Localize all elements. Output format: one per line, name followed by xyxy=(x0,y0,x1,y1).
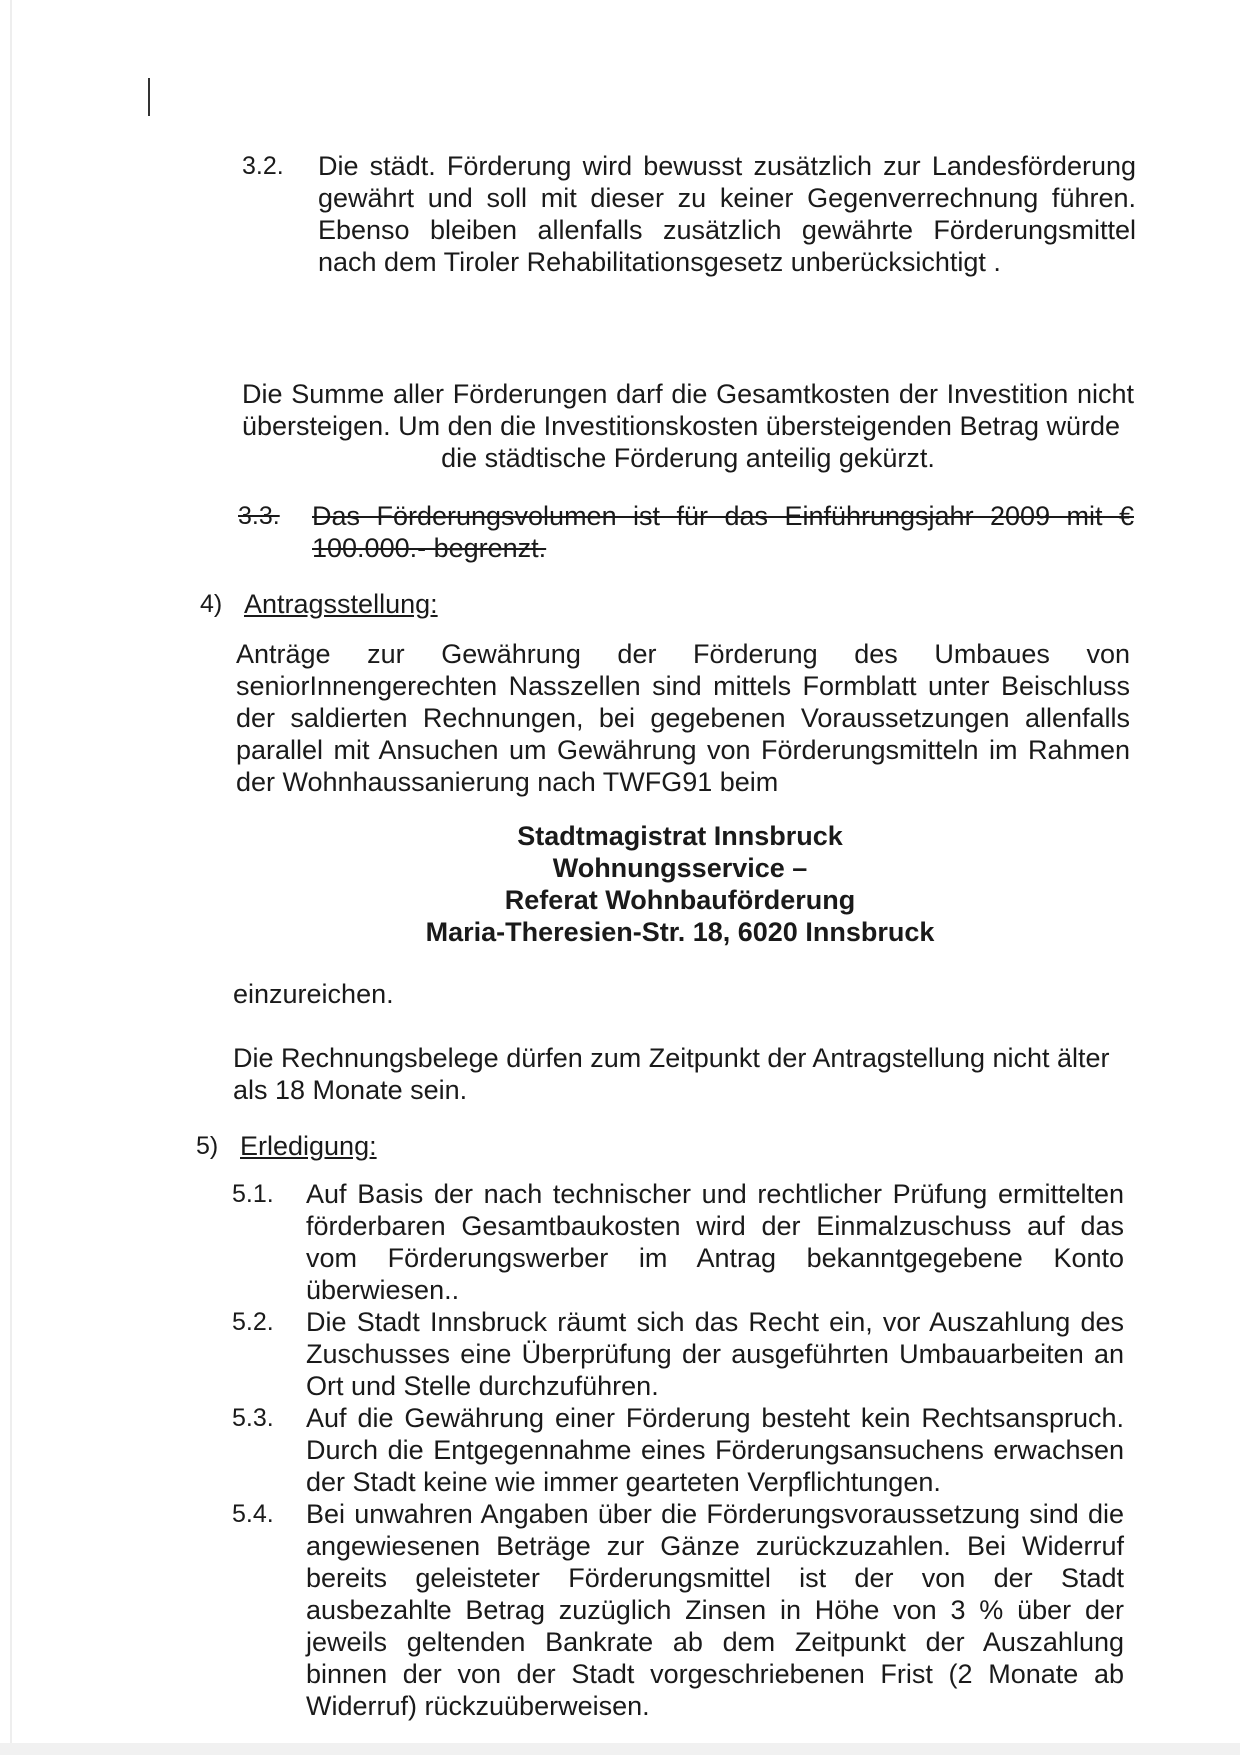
scan-mark xyxy=(148,78,150,116)
clause-3-3-text: Das Förderungsvolumen ist für das Einführungsjahr 2009 mit € 100.000.- begrenzt. xyxy=(312,501,1134,563)
section-4-heading: Antragsstellung: xyxy=(244,589,438,619)
clause-3-2-number: 3.2. xyxy=(242,152,284,180)
address-block xyxy=(380,820,980,948)
summe-paragraph: Die Summe aller Förderungen darf die Gesamtkosten der Investition nicht übersteigen. Um den die Investitionskosten übersteigenden Betrag würde xyxy=(242,379,1134,441)
rechnungsbelege-paragraph: Die Rechnungsbelege dürfen zum Zeitpunkt der Antragstellung nicht älter als 18 Monate sein. xyxy=(233,1043,1110,1105)
clause-5-4-text: Bei unwahren Angaben über die Förderungsvoraussetzung sind die angewiesenen Beträge zur Gänze zurückzuzahlen. Bei Widerruf bereits geleisteter Förderungsmittel ist der von der Stadt ausbezahlte Betrag zuzüglich Zinsen in Höhe von 3 % über der jeweils geltenden Bankrate ab dem Zeitpunkt der Auszahlung binnen der von der Stadt vorgeschriebenen Frist (2 Monate ab Widerruf) rückzuüberweisen. xyxy=(306,1499,1124,1721)
clause-5-4-number: 5.4. xyxy=(232,1500,274,1528)
scan-edge-left xyxy=(10,0,12,1755)
clause-5-1-text: Auf Basis der nach technischer und rechtlicher Prüfung ermittelten förderbaren Gesamtbaukosten wird der Einmalzuschuss auf das vom Förderungswerber im Antrag bekanntgegebene Konto überwiesen.. xyxy=(306,1179,1124,1305)
clause-5-2-text: Die Stadt Innsbruck räumt sich das Recht ein, vor Auszahlung des Zuschusses eine Überprüfung der ausgeführten Umbauarbeiten an Ort und Stelle durchzuführen. xyxy=(306,1307,1124,1401)
address-line-2: Wohnungsservice – xyxy=(552,853,808,883)
section-4-paragraph: Anträge zur Gewährung der Förderung des Umbaues von seniorInnengerechten Nasszellen sind mittels Formblatt unter Beischluss der saldierten Rechnungen, bei gegebenen Voraussetzungen allenfalls parallel mit Ansuchen um Gewährung von Förderungsmitteln im Rahmen der Wohnhaussanierung nach TWFG91 beim xyxy=(236,639,1130,797)
address-line-4: Maria-Theresien-Str. 18, 6020 Innsbruck xyxy=(425,917,935,947)
section-5-number: 5) xyxy=(196,1132,219,1160)
clause-5-3-number: 5.3. xyxy=(232,1404,274,1432)
address-line-3: Referat Wohnbauförderung xyxy=(504,885,856,915)
clause-5-1-number: 5.1. xyxy=(232,1180,274,1208)
einzureichen-text: einzureichen. xyxy=(233,979,394,1009)
clause-5-3-text: Auf die Gewährung einer Förderung besteht kein Rechtsanspruch. Durch die Entgegennahme eines Förderungsansuchens erwachsen der Stadt keine wie immer gearteten Verpflichtungen. xyxy=(306,1403,1124,1497)
address-line-1: Stadtmagistrat Innsbruck xyxy=(517,821,843,851)
scan-edge-bottom xyxy=(0,1743,1240,1755)
clause-5-2-number: 5.2. xyxy=(232,1308,274,1336)
summe-paragraph-last-line: die städtische Förderung anteilig gekürzt. xyxy=(441,443,935,473)
section-4-number: 4) xyxy=(200,590,223,618)
section-5-heading: Erledigung: xyxy=(240,1131,377,1161)
clause-3-3-number: 3.3. xyxy=(238,502,280,530)
clause-3-2-text: Die städt. Förderung wird bewusst zusätzlich zur Landesförderung gewährt und soll mit dieser zu keiner Gegenverrechnung führen. Ebenso bleiben allenfalls zusätzlich gewährte Förderungsmittel nach dem Tiroler Rehabilitationsgesetz unberücksichtigt . xyxy=(318,151,1136,277)
